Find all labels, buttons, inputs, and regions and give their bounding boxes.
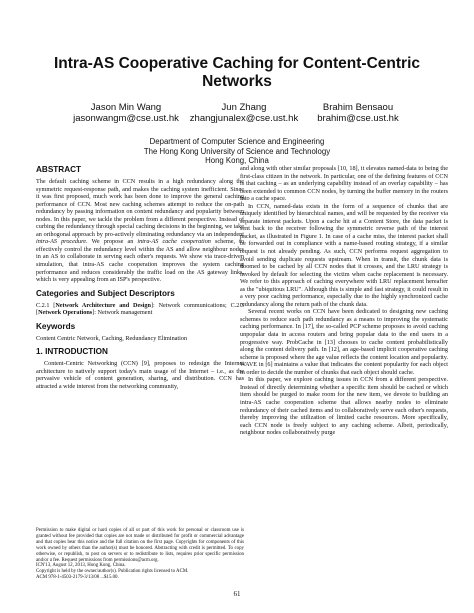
paper-title	[20, 55, 454, 91]
paragraph: and along with other similar proposals [10, 18], it elevates named-data to being the first-class citizen in the network. In particular, one of the defining features of CCN is that caching – as an underlying capability instead of an overlay capability – has been extended to common CCN nodes, by turning the buffer memory in the routers into a cache space.	[240, 165, 448, 203]
affiliation-department: Department of Computer Science and Engineering	[149, 137, 325, 146]
copyright-footnote	[36, 528, 244, 581]
abstract-text-part: . We propose an	[86, 238, 138, 246]
author-3	[306, 102, 410, 124]
author-name: Jun Zhang	[221, 102, 267, 113]
category-bold: Network Operations	[38, 309, 93, 317]
category-text: ]: Network communications; C.2.3 [	[36, 301, 244, 317]
paragraph: In CCN, named-data exists in the form of a sequence of chunks that are uniquely identified by hierarchical names, and will be requested by the receiver via separate interest packets. Upon a cache hit at a Content Store, the data packet is sent back to the receiver following the symmetric reverse path of the interest packet, as illustrated in Figure 1. In case of a cache miss, the interest packet shall be forwarded out in compliance with a name-based routing strategy, if a similar request is not already pending. As such, CCN performs request aggregation to avoid sending duplicate requests upstream. When in transit, the chunk data is doomed to be cached by all CCN nodes that it crosses, and the LRU strategy is invoked by default for selecting the victim when cache replacement is necessary. We refer to this approach of caching everywhere with LRU replacement hereafter as the "ubiquitous LRU". Although this is simple and fast strategy, it could result in a very poor caching performance, especially due to the highly synchronized cache redundancy along the return path of the chunk data.	[240, 202, 448, 308]
author-email: jasonwangm@cse.ust.hk	[73, 113, 179, 124]
keywords-heading: Keywords	[36, 321, 76, 331]
paragraph: In this paper, we explore caching issues in CCN from a different perspective. Instead of directly determining whether a specific item should be cached or which item should be purged to make room for the new item, we devote to building an intra-AS cache cooperation scheme that allows nearby nodes to eliminate redundancy of their cached items and to collaboratively serve each other's requests, thereby improving the utilization of limited cache resources. More specifically, each CCN node is freely subject to any caching scheme. Albeit, periodically, neighbour nodes collaboratively purge	[240, 376, 448, 437]
author-1	[70, 102, 182, 124]
affiliation-university: The Hong Kong University of Science and Technology	[143, 146, 331, 156]
abstract-text	[36, 178, 244, 284]
right-column	[240, 165, 448, 585]
abstract-text-part: scheme, to effectively control the redundancy level within the AS and allow neighbour nodes in an AS to collaborate in serving each other's requests. We show via trace-driven simulation, that intra-AS cache cooperation improves the system caching performance and reduces considerably the traffic load on the AS gateway links, which is very appealing from an ISP's perspective.	[36, 238, 244, 284]
permission-text: Permission to make digital or hard copies of all or part of this work for personal or classroom use is granted without fee provided that copies are not made or distributed for profit or commercial advantage and that copies bear this notice and the full citation on the first page. Copyrights for components of this work owned by others than the author(s) must be honored. Abstracting with credit is permitted. To copy otherwise, or republish, to post on servers or to redistribute to lists, requires prior specific permission and/or a fee. Request permissions from permissions@acm.org.	[36, 528, 244, 563]
abstract-heading: ABSTRACT	[36, 165, 82, 174]
category-text: C.2.1 [	[36, 301, 56, 309]
keywords-text: Content Centric Network, Caching, Redundancy Elimination	[36, 334, 188, 342]
paragraph: Several recent works on CCN have been dedicated to designing new caching schemes to reduce such path redundancy as a means to improving the systematic caching performance. In [17], the so-called PCP scheme proposes to avoid caching unpopular data in access routers and bring popular data to the end users in a progressive way. ProbCache in [13] chooses to cache content probabilistically along the content delivery path. In [12], an age-based implicit cooperative caching scheme is proposed where the age value reflects the content location and popularity. WAVE in [6] maintains a value that indicates the content popularity for each object in order to decide the number of chunks that each object should cache.	[240, 308, 448, 376]
affiliation	[40, 137, 434, 166]
conference-info: ICN'13, August 12, 2013, Hong Kong, China.	[36, 563, 126, 569]
categories-heading: Categories and Subject Descriptors	[36, 288, 175, 298]
introduction-heading: 1. INTRODUCTION	[36, 347, 108, 357]
title-line-2: Networks	[202, 73, 272, 90]
introduction-text: Content-Centric Networking (CCN) [9], proposes to redesign the Internet architecture to natively support today's main usage of the Internet – i.e., as the pervasive vehicle of content generation, sharing, and distribution. CCN has attracted a wide interest from the networking community,	[36, 360, 244, 390]
abstract-text-part: The default caching scheme in CCN results in a high redundancy along the symmetric request-response path, and makes the caching system inefficient. Since it was first proposed, much work has been done to improve the general caching performance of CCN. Most new caching schemes attempt to reduce the on-path redundancy by passing information on content redundancy and popularity between nodes. In this paper, we tackle the problem from a different perspective. Instead of curbing the redundancy through special caching decisions in the beginning, we take an orthogonal approach by pro-actively eliminating redundancy via an independent	[36, 178, 244, 238]
copyright-info: Copyright is held by the owner/author(s). Publication rights licensed to ACM.	[36, 569, 189, 575]
author-2	[184, 102, 304, 124]
left-column	[36, 165, 244, 585]
abstract-emphasis: intra-AS procedure	[36, 238, 87, 246]
affiliation-location: Hong Kong, China	[205, 156, 269, 166]
author-email: zhangjunalex@cse.ust.hk	[189, 113, 299, 124]
categories-text	[36, 302, 244, 317]
category-bold: Network Architecture and Design	[55, 301, 151, 309]
page-number: 61	[233, 590, 241, 598]
author-name: Jason Min Wang	[90, 102, 162, 113]
author-block	[0, 102, 474, 132]
abstract-emphasis: intra-AS cache cooperation	[137, 238, 211, 246]
author-name: Brahim Bensaou	[322, 102, 394, 113]
isbn-info: ACM 978-1-4503-2179-3/13/08 ...$15.00.	[36, 575, 119, 581]
category-text: ]: Network management	[92, 309, 153, 317]
author-email: brahim@cse.ust.hk	[317, 113, 399, 124]
title-line-1: Intra-AS Cooperative Caching for Content-Centric	[54, 55, 420, 72]
